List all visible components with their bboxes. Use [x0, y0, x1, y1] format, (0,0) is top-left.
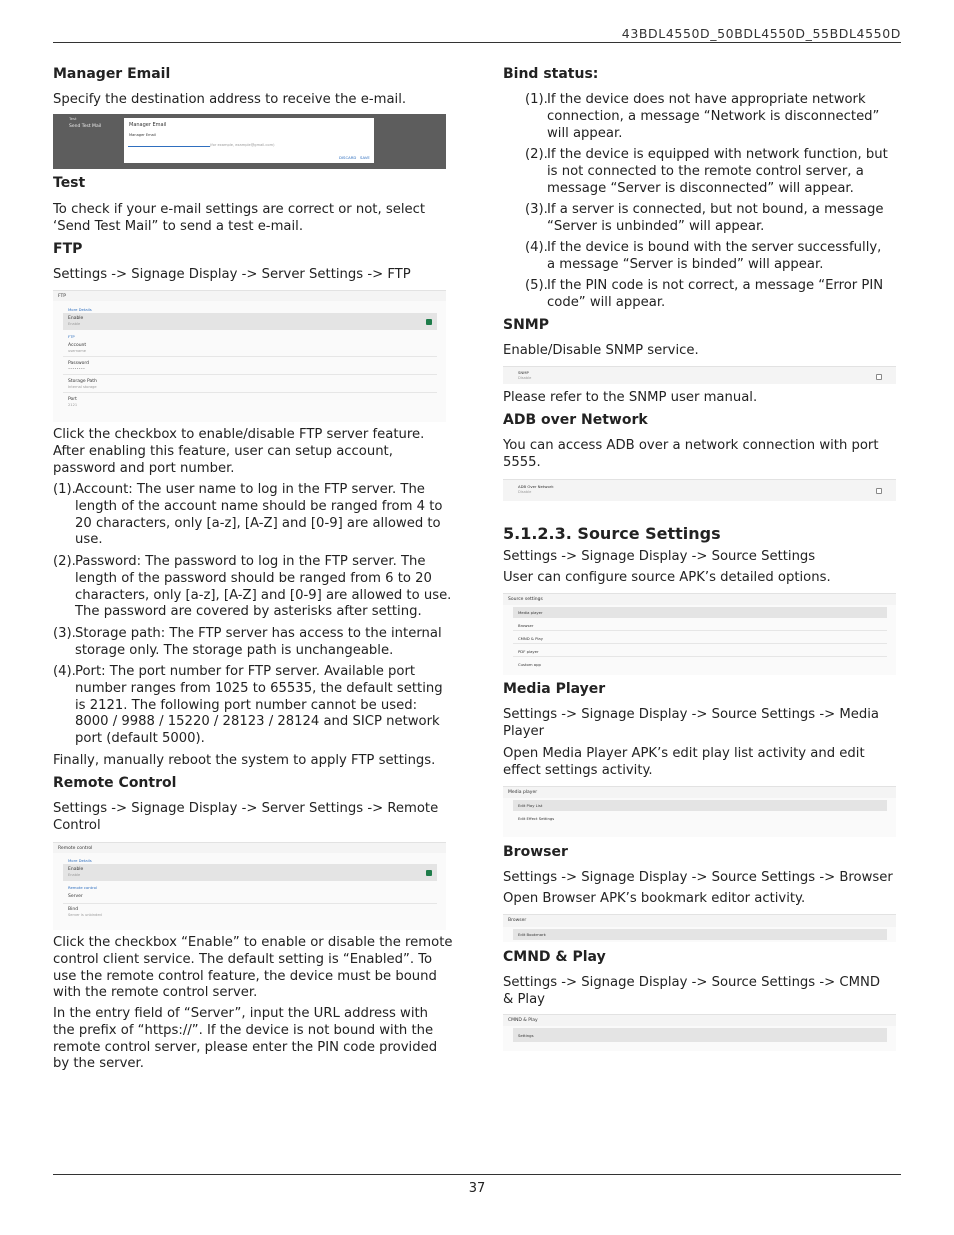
cmnd-shot-title: CMND & Play [508, 1018, 538, 1023]
ftp-item-1-num: (1). [53, 482, 76, 497]
cmnd-play-screenshot [503, 1014, 896, 1051]
email-field-placeholder[interactable]: (for example, example@gmail.com) [210, 143, 275, 147]
remote-desc-1: Click the checkbox “Enable” to enable or disable the remote control client service. The default setting is “Enabled”. To use the remote control feature, the device must be bound with the remote control server. [53, 935, 453, 1001]
ftp-enable-sub: Enable [68, 322, 81, 326]
ftp-port-label[interactable]: Port [68, 397, 77, 402]
ftp-enable-label: Enable [68, 316, 84, 321]
ftp-item-4-num: (4). [53, 664, 76, 679]
browser-item-edit-bookmark[interactable]: Edit Bookmark [518, 932, 546, 937]
remote-enable-label: Enable [68, 867, 84, 872]
adb-shot-sub: Disable [518, 490, 532, 494]
browser-shot-title: Browser [508, 918, 527, 923]
ftp-path: Settings -> Signage Display -> Server Settings -> FTP [53, 267, 411, 282]
browser-screenshot [503, 914, 896, 942]
ftp-cat-ftp: FTP [68, 334, 75, 339]
bind-item-2-text: If the device is equipped with network function, but is not connected to the remote control server, a message “Server is disconnected” will appear. [547, 147, 888, 196]
browser-item-edit-bookmark-row[interactable] [513, 929, 887, 940]
save-button[interactable]: SAVE [360, 155, 370, 160]
footer-rule [53, 1174, 901, 1175]
snmp-note: Please refer to the SNMP user manual. [503, 390, 758, 405]
media-player-path: Settings -> Signage Display -> Source Settings -> Media Player [503, 707, 879, 739]
header-rule [53, 42, 901, 43]
remote-control-screenshot [53, 842, 446, 930]
bind-item-5-text: If the PIN code is not correct, a message “Error PIN code” will appear. [547, 278, 884, 310]
bind-item-1-text: If the device does not have appropriate network connection, a message “Network is disconnected” will appear. [547, 92, 880, 141]
ftp-item-3-text: Storage path: The FTP server has access to the internal storage only. The storage path is unchangeable. [75, 626, 442, 658]
ftp-item-2-num: (2). [53, 554, 76, 569]
source-item-media-player[interactable]: Media player [518, 610, 543, 615]
media-item-edit-play-list-row[interactable] [513, 800, 887, 811]
source-item-pdf-player[interactable]: PDF player [518, 649, 539, 654]
ftp-sep-2 [63, 374, 437, 375]
dialog-title: Manager Email [129, 122, 167, 128]
media-item-edit-play-list[interactable]: Edit Play List [518, 803, 543, 808]
ftp-description: Click the checkbox to enable/disable FTP server feature. After enabling this feature, user can setup account, password and port number. [53, 427, 425, 476]
ftp-password-label[interactable]: Password [68, 361, 90, 366]
ftp-storage-label: Storage Path [68, 379, 97, 384]
bind-item-4-num: (4). [525, 240, 548, 255]
ftp-port-sub: 2121 [68, 403, 78, 407]
ftp-cat-more-details: More Details [68, 307, 92, 312]
remote-desc-2: In the entry field of “Server”, input the URL address with the prefix of “https://”. If the device is not bound with the remote control server, please enter the PIN code provided by the server. [53, 1006, 438, 1072]
test-text: To check if your e-mail settings are correct or not, select ‘Send Test Mail” to send a test e-mail. [53, 202, 426, 234]
snmp-heading: SNMP [503, 317, 549, 333]
test-heading: Test [53, 175, 86, 191]
bind-item-3-text: If a server is connected, but not bound, a message “Server is unbinded” will appear. [547, 202, 884, 234]
ftp-password-sub: •••••••• [68, 367, 85, 371]
source-item-cmnd-play[interactable]: CMND & Play [518, 636, 543, 641]
bind-item-1-num: (1). [525, 92, 548, 107]
document-model-header: 43BDL4550D_50BDL4550D_55BDL4550D [621, 26, 901, 41]
source-settings-text: User can configure source APK’s detailed options. [503, 570, 831, 585]
remote-enable-row[interactable] [63, 864, 437, 881]
media-player-heading: Media Player [503, 681, 606, 697]
browser-path: Settings -> Signage Display -> Source Settings -> Browser [503, 870, 893, 885]
cmnd-item-settings[interactable]: Settings [518, 1033, 534, 1038]
browser-text: Open Browser APK’s bookmark editor activity. [503, 891, 806, 906]
ftp-account-label[interactable]: Account [68, 343, 87, 348]
source-item-browser[interactable]: Browser [518, 623, 534, 628]
manager-email-text: Specify the destination address to receive the e-mail. [53, 92, 407, 107]
ftp-finally: Finally, manually reboot the system to apply FTP settings. [53, 753, 436, 768]
ftp-sep-3 [63, 392, 437, 393]
browser-heading: Browser [503, 844, 568, 860]
bind-status-heading: Bind status: [503, 66, 599, 82]
adb-screenshot [503, 479, 896, 501]
dialog-field-label: Manager Email [129, 133, 156, 137]
ftp-item-2-text: Password: The password to log in the FTP server. The length of the password should be ranged from 6 to 20 characters, only [a-z], [A-Z] and [0-9] are allowed to use. The password are covered by asterisks after setting. [75, 554, 452, 620]
ftp-account-sub: username [68, 349, 86, 353]
email-field-underline [128, 146, 210, 147]
remote-enable-checkbox[interactable] [426, 870, 432, 876]
source-sep-3 [513, 656, 887, 657]
discard-button[interactable]: DISCARD [339, 155, 357, 160]
bind-item-5-num: (5). [525, 278, 548, 293]
source-item-custom-app[interactable]: Custom app [518, 662, 541, 667]
bind-item-3-num: (3). [525, 202, 548, 217]
snmp-screenshot [503, 366, 896, 384]
media-item-edit-effect-settings[interactable]: Edit Effect Settings [518, 816, 555, 821]
source-settings-heading: 5.1.2.3. Source Settings [503, 524, 721, 543]
ftp-sep-1 [63, 356, 437, 357]
media-shot-title: Media player [508, 790, 538, 795]
adb-text: You can access ADB over a network connection with port 5555. [503, 438, 879, 470]
bg-label-test: Test [69, 116, 77, 121]
source-sep-2 [513, 643, 887, 644]
cmnd-item-settings-row[interactable] [513, 1028, 887, 1042]
source-shot-title: Source settings [508, 597, 543, 602]
cmnd-play-path: Settings -> Signage Display -> Source Settings -> CMND & Play [503, 975, 880, 1007]
ftp-item-1-text: Account: The user name to log in the FTP server. The length of the account name should be ranged from 4 to 20 characters, only [a-z], [A-Z] and [0-9] are allowed to use. [75, 482, 443, 548]
remote-shot-title: Remote control [58, 846, 93, 851]
adb-heading: ADB over Network [503, 412, 648, 428]
ftp-screenshot [53, 290, 446, 422]
manager-email-dialog [124, 118, 374, 163]
ftp-item-4-text: Port: The port number for FTP server. Available port number ranges from 1025 to 65535, the default setting is 2121. The following port number cannot be used: 8000 / 9988 / 15220 / 28123 / 28124 and SICP network port (default 5000). [75, 664, 443, 747]
ftp-item-3-num: (3). [53, 626, 76, 641]
manager-email-heading: Manager Email [53, 66, 171, 82]
adb-shot-label: ADB Over Network [518, 484, 554, 489]
remote-bind-sub: Server is unbinded [68, 913, 102, 917]
bg-label-send-test-mail: Send Test Mail [69, 124, 102, 129]
snmp-shot-sub: Disable [518, 376, 532, 380]
source-settings-path: Settings -> Signage Display -> Source Settings [503, 549, 816, 564]
ftp-shot-title: FTP [58, 294, 66, 299]
remote-cat-more-details: More Details [68, 858, 92, 863]
page-number: 37 [468, 1181, 486, 1196]
manager-email-screenshot [53, 114, 446, 169]
source-sep-1 [513, 630, 887, 631]
remote-control-path: Settings -> Signage Display -> Server Settings -> Remote Control [53, 801, 439, 833]
remote-control-heading: Remote Control [53, 775, 177, 791]
remote-enable-sub: Enable [68, 873, 81, 877]
snmp-shot-label: SNMP [518, 370, 529, 375]
adb-checkbox[interactable] [876, 488, 882, 494]
remote-cat-remote-control: Remote control [68, 885, 98, 890]
remote-server-label[interactable]: Server [68, 894, 83, 899]
media-player-text: Open Media Player APK’s edit play list activity and edit effect settings activity. [503, 746, 865, 778]
bind-item-2-num: (2). [525, 147, 548, 162]
snmp-checkbox[interactable] [876, 374, 882, 380]
bind-item-4-text: If the device is bound with the server successfully, a message “Server is binded” will appear. [547, 240, 882, 272]
ftp-enable-checkbox[interactable] [426, 319, 432, 325]
source-settings-screenshot [503, 593, 896, 675]
ftp-heading: FTP [53, 241, 83, 257]
media-player-screenshot [503, 786, 896, 837]
source-item-media-player-row[interactable] [513, 607, 887, 618]
ftp-storage-sub: Internal storage [68, 385, 97, 389]
remote-sep [63, 903, 437, 904]
ftp-enable-row[interactable] [63, 313, 437, 330]
snmp-text: Enable/Disable SNMP service. [503, 343, 699, 358]
remote-bind-label[interactable]: Bind [68, 907, 79, 912]
cmnd-play-heading: CMND & Play [503, 949, 606, 965]
